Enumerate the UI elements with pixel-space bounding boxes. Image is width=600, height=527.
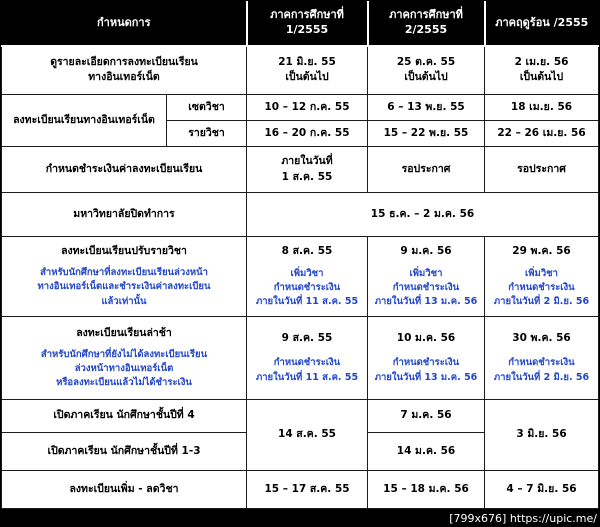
cell-sem2 [368, 46, 485, 95]
cell-sem1 [247, 46, 368, 95]
note-line-2: กำหนดชำระเงิน [508, 281, 575, 293]
note-line-1: เพิ่มวิชา [409, 267, 443, 279]
note-line-2: กำหนดชำระเงิน [508, 357, 575, 369]
table-row [2, 237, 599, 317]
date-primary: ภายในวันที่ [281, 155, 333, 168]
sub-label-course-set: เซตวิชา [167, 95, 247, 121]
cell-sem2 [368, 237, 485, 317]
header-activity: กำหนดการ [2, 2, 247, 46]
date-primary: 8 ส.ค. 55 [281, 244, 333, 257]
note-line-2: ทางอินเทอร์เน็ตและชำระเงินค่าลงทะเบียน [37, 281, 211, 293]
date-secondary: เป็นต้นไป [404, 71, 448, 84]
label-line-1: ดูรายละเอียดการลงทะเบียนเรียน [50, 56, 198, 69]
cell-sem1: 15 – 17 ส.ค. 55 [247, 471, 368, 509]
header-semester-2 [368, 2, 485, 46]
image-host-watermark: [799x676] https://upic.me/ [449, 512, 597, 525]
label-line-2: ทางอินเทอร์เน็ต [88, 71, 160, 84]
cell-sem2: 7 ม.ค. 56 [368, 400, 485, 433]
cell-note [251, 356, 363, 385]
row-view-registration-details-label [2, 46, 247, 95]
note-line-1: เพิ่มวิชา [525, 267, 558, 279]
header-semester-2-line2: 2/2555 [404, 23, 448, 37]
header-summer-session: ภาคฤดูร้อน /2555 [485, 2, 599, 46]
cell-sem2: รอประกาศ [368, 147, 485, 193]
cell-sem2 [368, 317, 485, 400]
note-line-2: กำหนดชำระเงิน [273, 281, 341, 293]
cell-sem2: 14 ม.ค. 56 [368, 433, 485, 471]
table-row [2, 147, 599, 193]
cell-sem2: 15 – 18 ม.ค. 56 [368, 471, 485, 509]
note-line-3: ภายในวันที่ 11 ส.ค. 55 [255, 296, 359, 308]
table-header [2, 2, 599, 46]
table-row [2, 193, 599, 237]
cell-summer [485, 317, 599, 400]
date-secondary: เป็นต้นไป [285, 71, 329, 84]
label-note [6, 348, 242, 391]
date-primary: 9 ส.ค. 55 [281, 332, 333, 345]
cell-summer [485, 46, 599, 95]
label-title: ลงทะเบียนเรียนล่าช้า [76, 326, 172, 339]
academic-calendar-table [1, 1, 599, 509]
date-primary: 21 มิ.ย. 55 [278, 56, 336, 69]
cell-summer: รอประกาศ [485, 147, 599, 193]
cell-summer [485, 237, 599, 317]
note-line-3: ภายในวันที่ 2 มิ.ย. 56 [493, 296, 590, 308]
date-secondary: เป็นต้นไป [519, 71, 564, 84]
note-line-3: ภายในวันที่ 13 ม.ค. 56 [374, 371, 478, 383]
note-line-3: แล้วเท่านั้น [101, 295, 147, 307]
note-line-2: กำหนดชำระเงิน [392, 281, 460, 293]
cell-note [251, 267, 363, 310]
cell-sem1 [247, 237, 368, 317]
date-primary: 30 พ.ค. 56 [512, 332, 571, 345]
cell-sem2: 6 – 13 พ.ย. 55 [368, 95, 485, 121]
sub-label-individual-course: รายวิชา [167, 121, 247, 147]
cell-note [372, 267, 480, 310]
row-late-registration-label [2, 317, 247, 400]
cell-sem2: 15 – 22 พ.ย. 55 [368, 121, 485, 147]
table-row [2, 46, 599, 95]
row-semester-open-year1-3-label: เปิดภาคเรียน นักศึกษาชั้นปีที่ 1-3 [2, 433, 247, 471]
label-title: ลงทะเบียนเรียนปรับรายวิชา [61, 245, 187, 258]
row-university-closed-label: มหาวิทยาลัยปิดทำการ [2, 193, 247, 237]
label-note [6, 266, 242, 309]
cell-sem1 [247, 317, 368, 400]
cell-note [372, 356, 480, 385]
cell-note [489, 356, 594, 385]
table-row [2, 471, 599, 509]
date-primary: 9 ม.ค. 56 [400, 244, 452, 257]
row-payment-deadline-label: กำหนดชำระเงินค่าลงทะเบียนเรียน [2, 147, 247, 193]
note-line-1: เพิ่มวิชา [290, 267, 324, 279]
date-primary: 2 เม.ย. 56 [514, 56, 569, 69]
cell-sem1 [247, 147, 368, 193]
header-semester-1-line1: ภาคการศึกษาที่ [270, 8, 344, 22]
note-line-3: ภายในวันที่ 13 ม.ค. 56 [374, 296, 478, 308]
date-primary: 25 ต.ค. 55 [396, 56, 456, 69]
screenshot-root [0, 1, 600, 527]
table-body [2, 46, 599, 509]
table-row [2, 95, 599, 121]
header-semester-1-line2: 1/2555 [285, 23, 329, 37]
cell-summer: 18 เม.ย. 56 [485, 95, 599, 121]
cell-summer: 4 – 7 มิ.ย. 56 [485, 471, 599, 509]
date-primary: 29 พ.ค. 56 [512, 244, 571, 257]
header-semester-2-line1: ภาคการศึกษาที่ [389, 8, 463, 22]
cell-note [489, 267, 594, 310]
row-course-adjust-label [2, 237, 247, 317]
note-line-2: ล่วงหน้าทางอินเทอร์เน็ต [74, 362, 174, 374]
note-line-2: กำหนดชำระเงิน [273, 357, 341, 369]
note-line-1: สำหรับนักศึกษาที่ลงทะเบียนเรียนล่วงหน้า [40, 267, 208, 279]
note-line-3: ภายในวันที่ 2 มิ.ย. 56 [493, 371, 590, 383]
header-semester-1 [247, 2, 368, 46]
cell-summer-merged: 3 มิ.ย. 56 [485, 400, 599, 471]
cell-sem1: 10 – 12 ก.ค. 55 [247, 95, 368, 121]
cell-sem1: 16 – 20 ก.ค. 55 [247, 121, 368, 147]
note-line-3: หรือลงทะเบียนแล้วไม่ได้ชำระเงิน [56, 377, 192, 389]
cell-summer: 22 – 26 เม.ย. 56 [485, 121, 599, 147]
table-row [2, 317, 599, 400]
header-row [2, 2, 599, 46]
date-primary: 10 ม.ค. 56 [396, 332, 456, 345]
cell-sem1-merged: 14 ส.ค. 55 [247, 400, 368, 471]
date-secondary: 1 ส.ค. 55 [281, 170, 333, 183]
row-semester-open-year4-label: เปิดภาคเรียน นักศึกษาชั้นปีที่ 4 [2, 400, 247, 433]
row-online-registration-label: ลงทะเบียนเรียนทางอินเทอร์เน็ต [2, 95, 167, 147]
table-row [2, 400, 599, 433]
note-line-2: กำหนดชำระเงิน [392, 357, 460, 369]
row-add-drop-label: ลงทะเบียนเพิ่ม - ลดวิชา [2, 471, 247, 509]
cell-university-closed-dates: 15 ธ.ค. – 2 ม.ค. 56 [247, 193, 599, 237]
note-line-1: สำหรับนักศึกษาที่ยังไม่ได้ลงทะเบียนเรียน [40, 348, 208, 360]
note-line-3: ภายในวันที่ 11 ส.ค. 55 [255, 371, 359, 383]
